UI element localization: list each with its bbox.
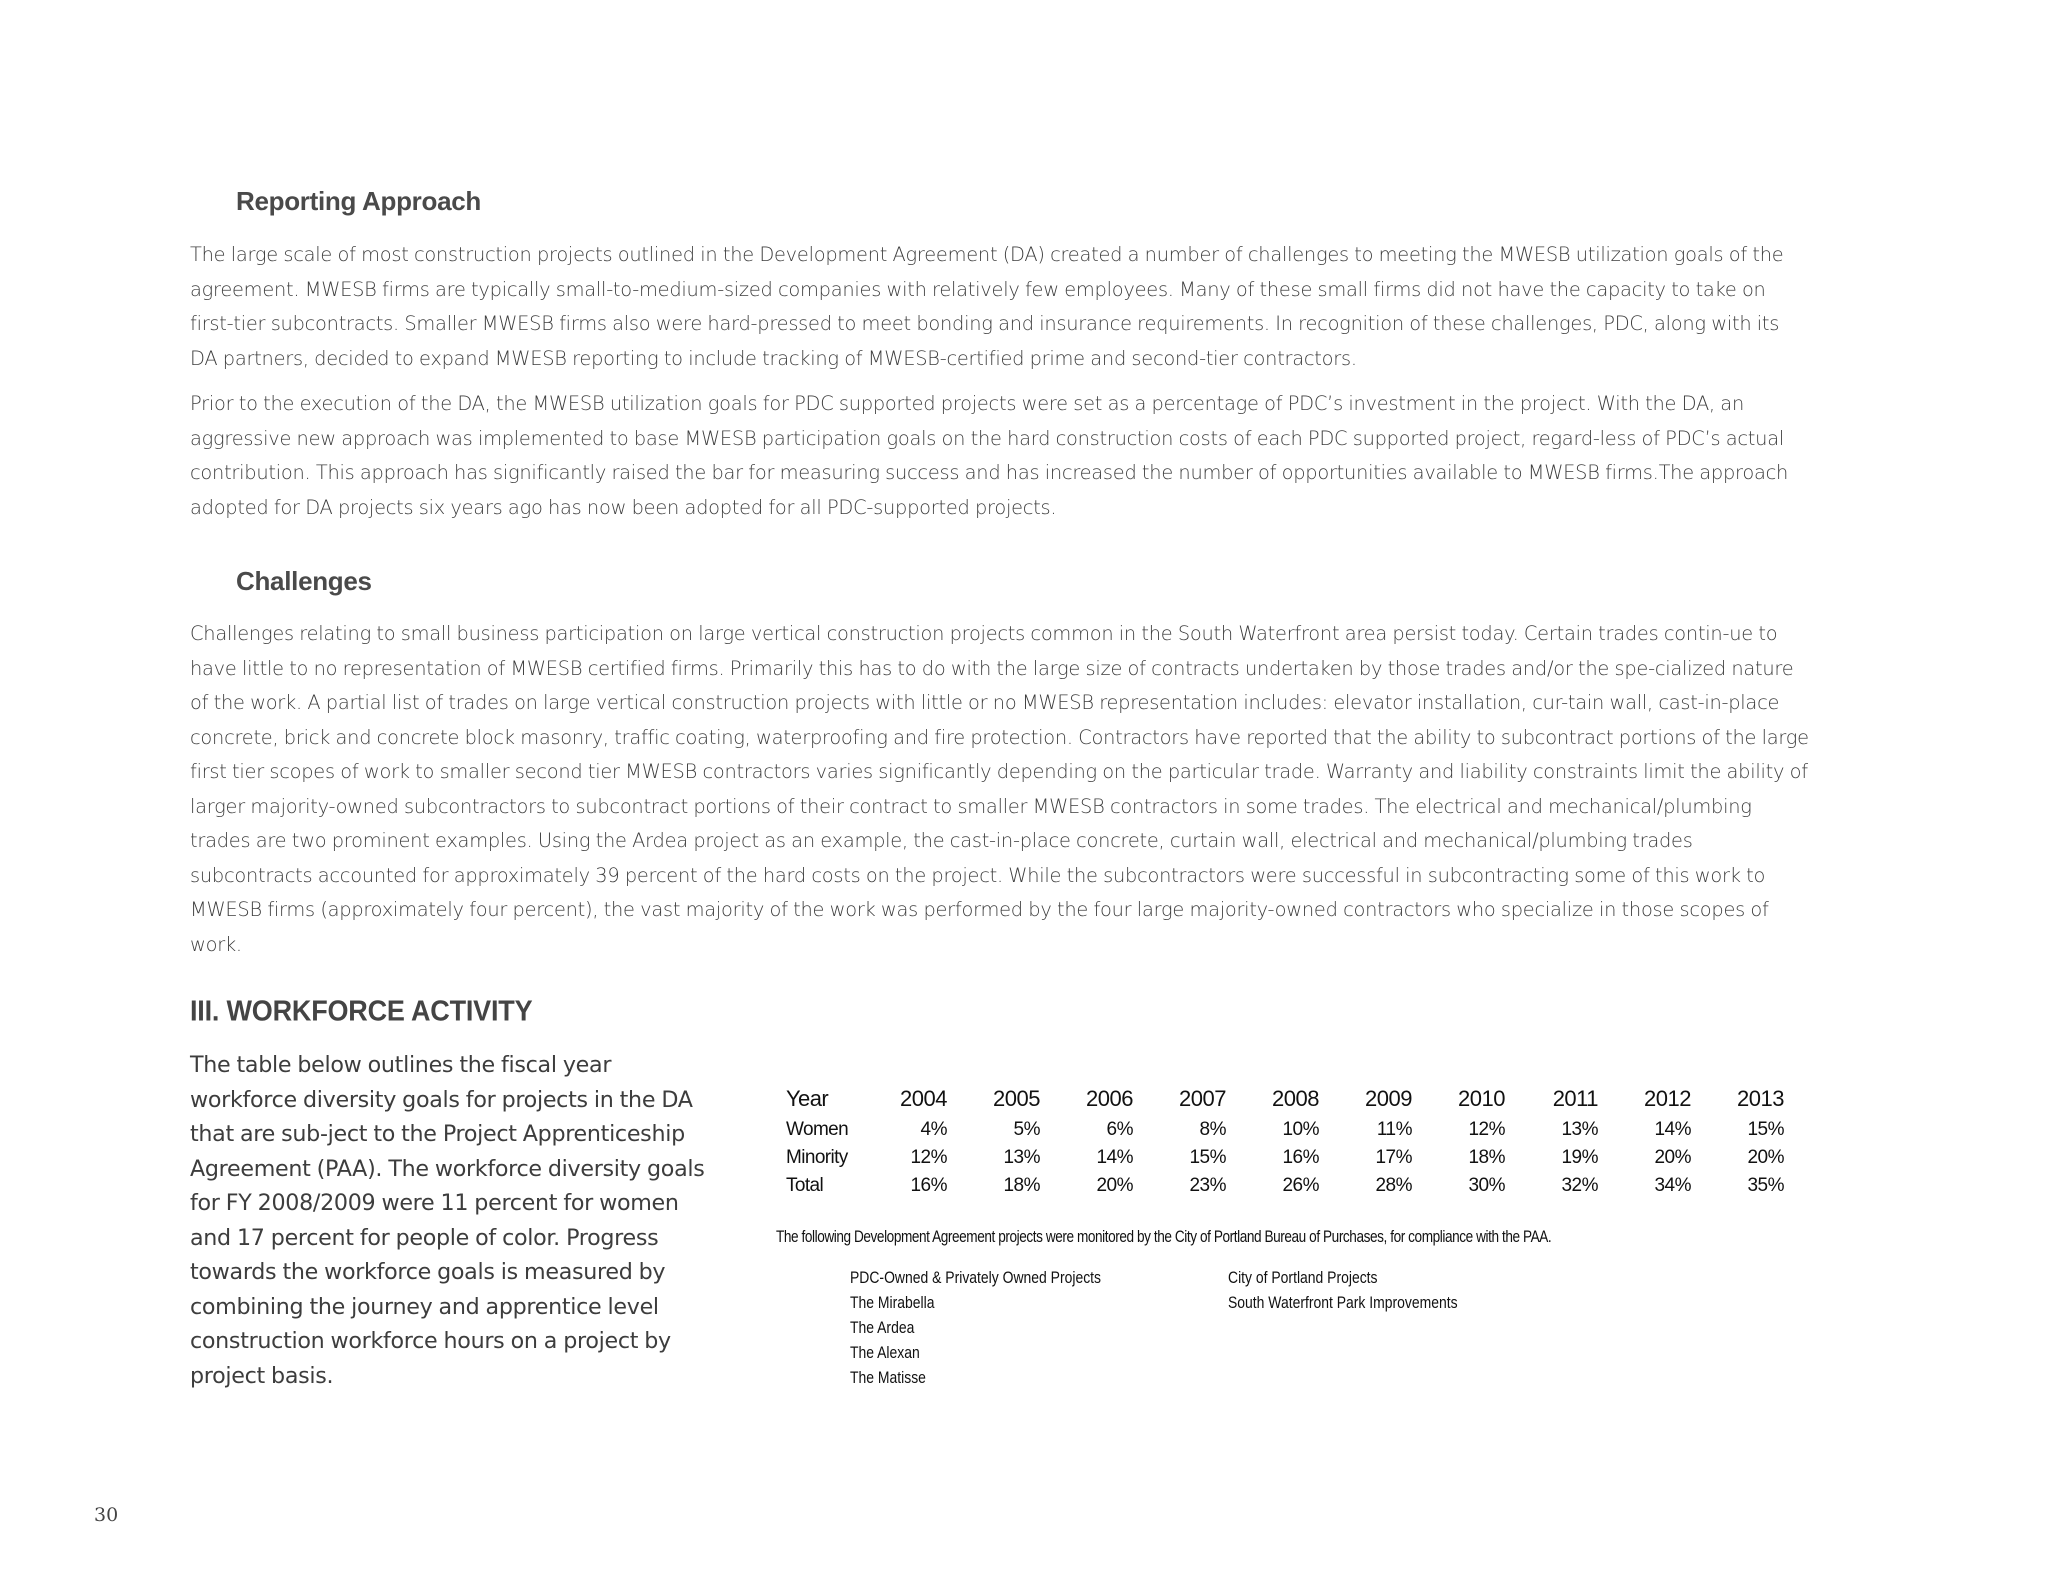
monitoring-note: The following Development Agreement projects were monitored by the City of Portland Bureau of Purchases, for compliance with the PAA. bbox=[776, 1228, 1552, 1246]
table-cell: 20% bbox=[1747, 1147, 1784, 1168]
list-item: The Ardea bbox=[850, 1318, 915, 1337]
list-item: South Waterfront Park Improvements bbox=[1228, 1293, 1458, 1312]
table-cell: 20% bbox=[1654, 1147, 1691, 1168]
table-cell: 20% bbox=[1096, 1175, 1133, 1196]
table-cell: 13% bbox=[1003, 1147, 1040, 1168]
table-cell: 12% bbox=[1468, 1119, 1505, 1140]
table-row bbox=[786, 1116, 1784, 1144]
table-cell: 18% bbox=[1468, 1147, 1505, 1168]
reporting-approach-heading: Reporting Approach bbox=[236, 186, 481, 216]
table-cell: 16% bbox=[910, 1175, 947, 1196]
table-cell: 16% bbox=[1282, 1147, 1319, 1168]
table-year: 2004 bbox=[900, 1086, 947, 1111]
reporting-paragraph-1: The large scale of most construction projects outlined in the Development Agreement (DA) created a number of challenges to meeting the MWESB utilization goals of the agreement. MWESB firms are typically small-to-medium-sized companies with relatively few employees. Many of these small firms did not have the capacity to take on first-tier subcontracts. Smaller MWESB firms also were hard-pressed to meet bonding and insurance requirements. In recognition of these challenges, PDC, along with its DA partners, decided to expand MWESB reporting to include tracking of MWESB-certified prime and second-tier contractors. bbox=[190, 243, 1784, 370]
city-projects-list bbox=[1228, 1265, 1458, 1315]
table-cell: 30% bbox=[1468, 1175, 1505, 1196]
table-cell: 14% bbox=[1654, 1119, 1691, 1140]
table-cell: 34% bbox=[1654, 1175, 1691, 1196]
table-row bbox=[786, 1172, 1784, 1200]
table-year: 2009 bbox=[1365, 1086, 1412, 1111]
table-cell: 15% bbox=[1747, 1119, 1784, 1140]
table-year: 2010 bbox=[1458, 1086, 1505, 1111]
table-row bbox=[786, 1144, 1784, 1172]
workforce-intro-paragraph: The table below outlines the fiscal year workforce diversity goals for projects in the DA that are sub-ject to the Project Apprenticeship Agreement (PAA). The workforce diversity goals for FY 2008/2009 were 11 percent for women and 17 percent for people of color. Progress towards the workforce goals is measured by combining the journey and apprentice level construction workforce hours on a project by project basis. bbox=[190, 1052, 705, 1389]
table-header-label: Year bbox=[786, 1086, 829, 1111]
challenges-paragraph: Challenges relating to small business participation on large vertical construction projects common in the South Waterfront area persist today. Certain trades contin-ue to have little to no representation of MWESB certified firms. Primarily this has to do with the large size of contracts undertaken by those trades and/or the spe-cialized nature of the work. A partial list of trades on large vertical construction projects with little or no MWESB representation includes: elevator installation, cur-tain wall, cast-in-place concrete, brick and concrete block masonry, traffic coating, waterproofing and fire protection. Contractors have reported that the ability to subcontract portions of the large first tier scopes of work to smaller second tier MWESB contractors varies significantly depending on the particular trade. Warranty and liability constraints limit the ability of larger majority-owned subcontractors to subcontract portions of their contract to smaller MWESB contractors in some trades. The electrical and mechanical/plumbing trades are two prominent examples. Using the Ardea project as an example, the cast-in-place concrete, curtain wall, electrical and mechanical/plumbing trades subcontracts accounted for approximately 39 percent of the hard costs on the project. While the subcontractors were successful in subcontracting some of this work to MWESB firms (approximately four percent), the vast majority of the work was performed by the four large majority-owned contractors who specialize in those scopes of work. bbox=[190, 622, 1809, 956]
table-year: 2011 bbox=[1552, 1086, 1598, 1111]
table-cell: 10% bbox=[1282, 1119, 1319, 1140]
table-header-row bbox=[786, 1082, 1784, 1116]
table-cell: 17% bbox=[1375, 1147, 1412, 1168]
table-cell: 6% bbox=[1106, 1119, 1133, 1140]
table-cell: 18% bbox=[1003, 1175, 1040, 1196]
table-cell: 14% bbox=[1096, 1147, 1133, 1168]
table-row-label: Total bbox=[786, 1175, 824, 1196]
table-cell: 5% bbox=[1013, 1119, 1040, 1140]
table-year: 2012 bbox=[1644, 1086, 1691, 1111]
list-item: The Alexan bbox=[850, 1343, 920, 1362]
workforce-goals-table bbox=[786, 1082, 1784, 1200]
table-cell: 12% bbox=[910, 1147, 947, 1168]
table-cell: 26% bbox=[1282, 1175, 1319, 1196]
table-cell: 28% bbox=[1375, 1175, 1412, 1196]
table-cell: 19% bbox=[1561, 1147, 1598, 1168]
table-cell: 32% bbox=[1561, 1175, 1598, 1196]
table-cell: 23% bbox=[1189, 1175, 1226, 1196]
table-year: 2008 bbox=[1272, 1086, 1319, 1111]
table-cell: 11% bbox=[1376, 1119, 1412, 1140]
table-year: 2013 bbox=[1737, 1086, 1784, 1111]
table-cell: 13% bbox=[1561, 1119, 1598, 1140]
list-item: The Matisse bbox=[850, 1368, 926, 1387]
list-item: The Mirabella bbox=[850, 1293, 935, 1312]
workforce-activity-title: III. WORKFORCE ACTIVITY bbox=[190, 995, 533, 1027]
challenges-heading: Challenges bbox=[236, 566, 372, 596]
table-cell: 35% bbox=[1747, 1175, 1784, 1196]
list-item: City of Portland Projects bbox=[1228, 1268, 1378, 1287]
table-row-label: Minority bbox=[786, 1147, 848, 1168]
table-cell: 8% bbox=[1199, 1119, 1226, 1140]
table-row-label: Women bbox=[786, 1119, 849, 1140]
table-year: 2007 bbox=[1179, 1086, 1226, 1111]
reporting-paragraph-2: Prior to the execution of the DA, the MWESB utilization goals for PDC supported projects were set as a percentage of PDC’s investment in the project. With the DA, an aggressive new approach was implemented to base MWESB participation goals on the hard construction costs of each PDC supported project, regard-less of PDC’s actual contribution. This approach has significantly raised the bar for measuring success and has increased the number of opportunities available to MWESB firms.The approach adopted for DA projects six years ago has now been adopted for all PDC-supported projects. bbox=[190, 392, 1789, 519]
private-projects-list bbox=[850, 1265, 1101, 1390]
table-year: 2006 bbox=[1086, 1086, 1133, 1111]
list-item: PDC-Owned & Privately Owned Projects bbox=[850, 1268, 1102, 1287]
table-cell: 15% bbox=[1189, 1147, 1226, 1168]
table-cell: 4% bbox=[920, 1119, 947, 1140]
table-year: 2005 bbox=[993, 1086, 1040, 1111]
page-number: 30 bbox=[94, 1504, 119, 1526]
